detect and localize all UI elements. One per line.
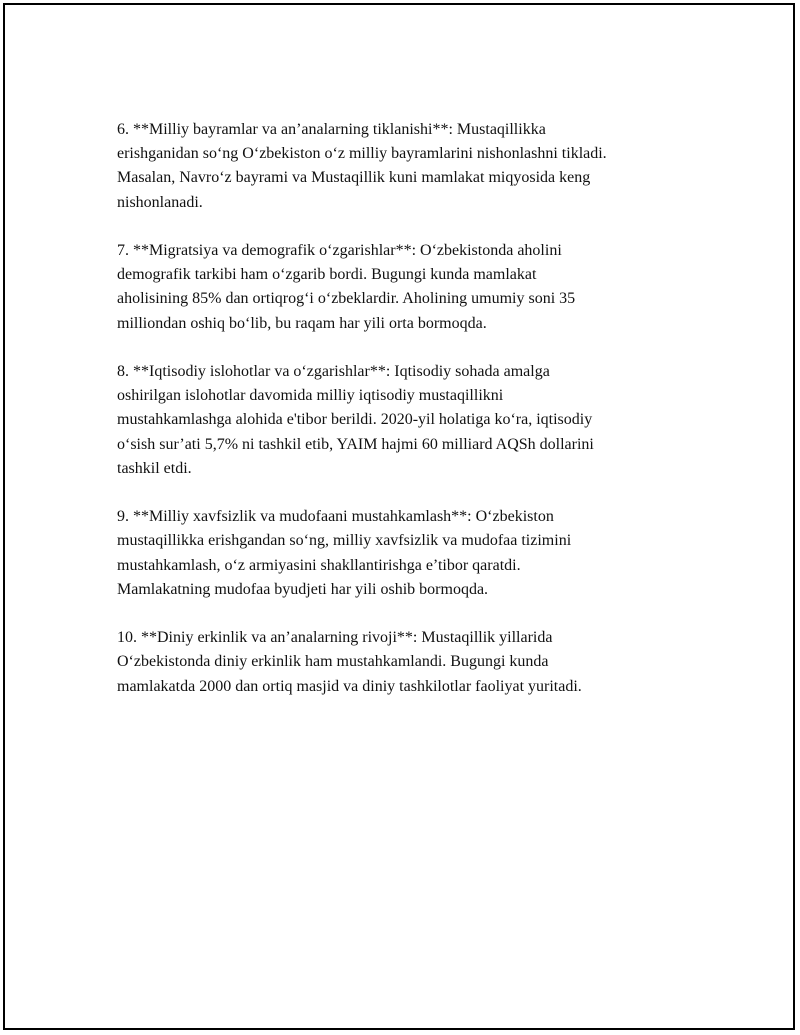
text-line: demografik tarkibi ham o‘zgarib bordi. Bugungi kunda mamlakat xyxy=(117,266,537,284)
paragraph-7 xyxy=(117,239,692,336)
text-line: erishganidan so‘ng O‘zbekiston o‘z milliy bayramlarini nishonlashni tikladi. xyxy=(117,145,607,163)
text-line: Mamlakatning mudofaa byudjeti har yili oshib bormoqda. xyxy=(117,580,489,598)
paragraph-9 xyxy=(117,505,692,602)
text-line: nishonlanadi. xyxy=(117,193,203,211)
paragraph-6 xyxy=(117,118,692,215)
text-line: milliondan oshiq bo‘lib, bu raqam har yili orta bormoqda. xyxy=(117,314,487,332)
text-line: mustaqillikka erishgandan so‘ng, milliy xavfsizlik va mudofaa tizimini xyxy=(117,532,572,550)
text-line: mustahkamlashga alohida e'tibor berildi. 2020-yil holatiga ko‘ra, iqtisodiy xyxy=(117,411,593,429)
text-line: o‘sish sur’ati 5,7% ni tashkil etib, YAIM hajmi 60 milliard AQSh dollarini xyxy=(117,435,594,453)
text-line: 6. **Milliy bayramlar va an’analarning tiklanishi**: Mustaqillikka xyxy=(117,121,546,138)
text-line: 8. **Iqtisodiy islohotlar va o‘zgarishlar**: Iqtisodiy sohada amalga xyxy=(117,363,550,380)
text-line: tashkil etdi. xyxy=(117,459,192,477)
text-line: mamlakatda 2000 dan ortiq masjid va diniy tashkilotlar faoliyat yuritadi. xyxy=(117,677,582,695)
text-line: 10. **Diniy erkinlik va an’analarning rivoji**: Mustaqillik yillarida xyxy=(117,629,553,647)
text-line: 7. **Migratsiya va demografik o‘zgarishlar**: O‘zbekistonda aholini xyxy=(117,242,562,259)
text-line: 9. **Milliy xavfsizlik va mudofaani mustahkamlash**: O‘zbekiston xyxy=(117,508,554,526)
paragraph-10 xyxy=(117,626,692,699)
text-line: Masalan, Navro‘z bayrami va Mustaqillik kuni mamlakat miqyosida keng xyxy=(117,169,591,187)
text-line: oshirilgan islohotlar davomida milliy iqtisodiy mustaqillikni xyxy=(117,387,504,405)
paragraph-8 xyxy=(117,360,692,481)
text-line: aholisining 85% dan ortiqrog‘i o‘zbeklardir. Aholining umumiy soni 35 xyxy=(117,290,576,308)
document-body xyxy=(117,118,692,723)
text-line: O‘zbekistonda diniy erkinlik ham mustahkamlandi. Bugungi kunda xyxy=(117,653,549,671)
text-line: mustahkamlash, o‘z armiyasini shakllantirishga e’tibor qaratdi. xyxy=(117,556,521,574)
